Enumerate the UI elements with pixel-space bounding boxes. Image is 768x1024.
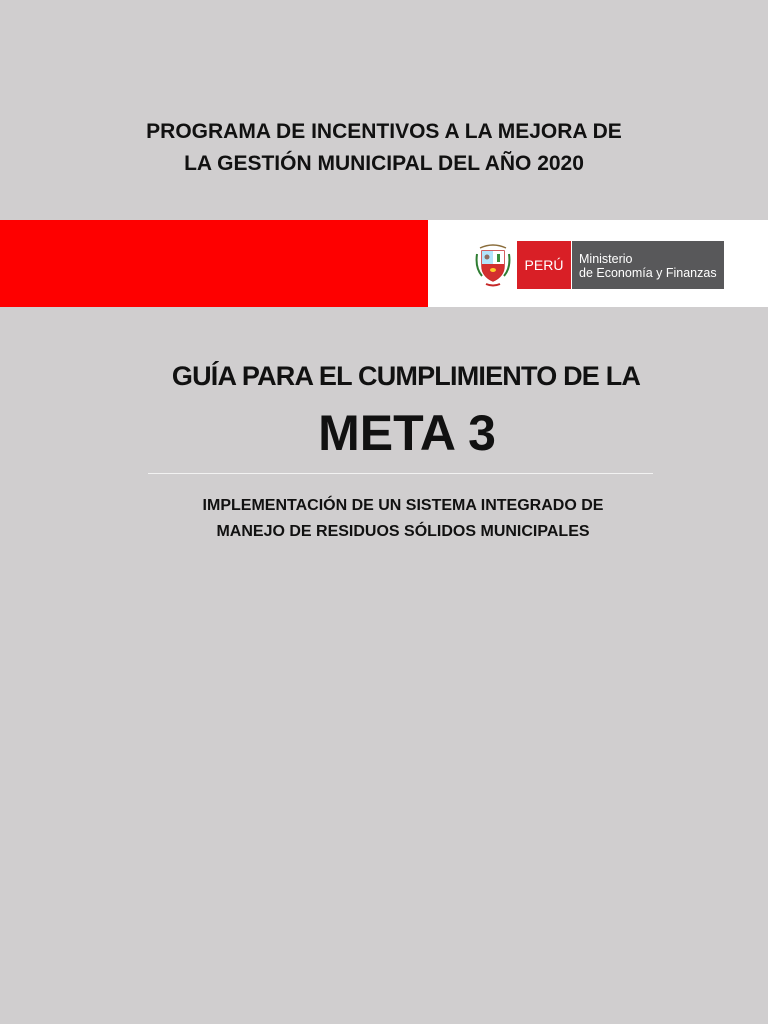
subtitle-line-2: MANEJO DE RESIDUOS SÓLIDOS MUNICIPALES (216, 523, 590, 540)
program-title (0, 116, 768, 180)
coat-of-arms-icon (474, 242, 512, 288)
ministry-label (572, 241, 724, 289)
divider (148, 473, 653, 474)
peru-label: PERÚ (517, 241, 571, 289)
ministry-line-1: Ministerio (579, 252, 633, 266)
ministry-line-2: de Economía y Finanzas (579, 266, 717, 280)
guide-subtitle (0, 493, 768, 545)
subtitle-line-1: IMPLEMENTACIÓN DE UN SISTEMA INTEGRADO DE (202, 497, 604, 514)
program-title-line-1: PROGRAMA DE INCENTIVOS A LA MEJORA DE (146, 120, 622, 143)
guide-heading: GUÍA PARA EL CUMPLIMIENTO DE LA (171, 361, 641, 391)
meta-title: META 3 (318, 405, 496, 461)
red-band (0, 220, 428, 307)
program-title-line-2: LA GESTIÓN MUNICIPAL DEL AÑO 2020 (184, 152, 584, 175)
